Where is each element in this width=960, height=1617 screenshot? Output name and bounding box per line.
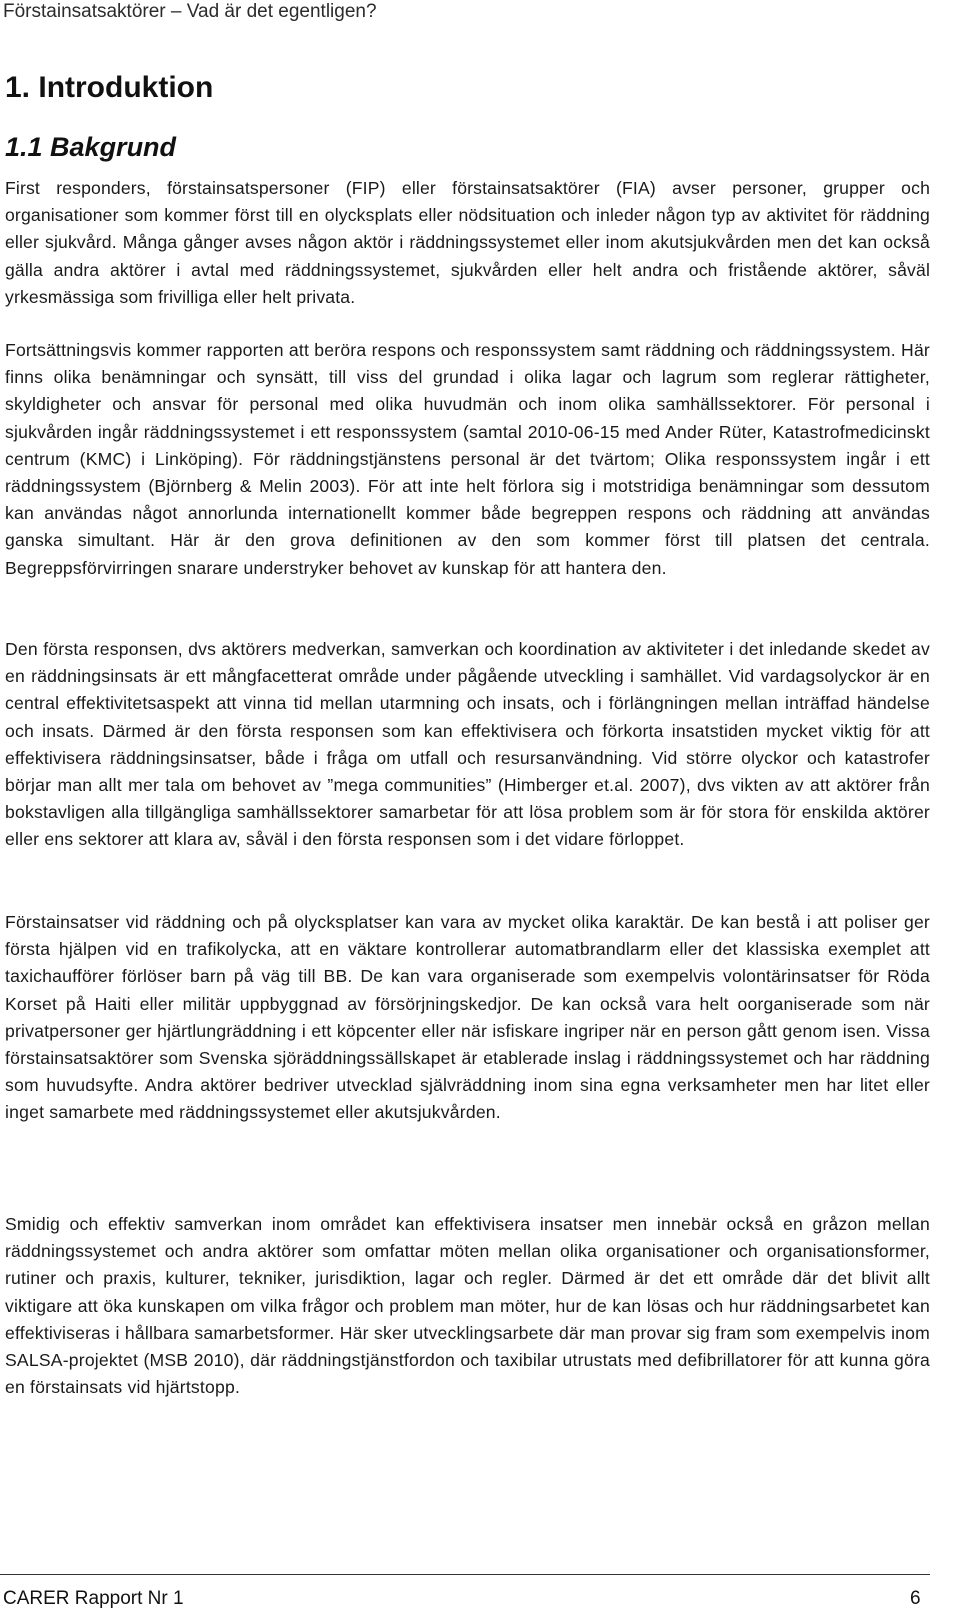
paragraph: First responders, förstainsatspersoner (FIP) eller förstainsatsaktörer (FIA) avser personer, grupper och organisationer som kommer först till en olycksplats eller nödsituation och inleder någon typ av aktivitet för räddning eller sjukvård. Många gånger avses någon aktör i räddningssystemet eller inom akutsjukvården men det kan också gälla andra aktörer i avtal med räddningssystemet, sjukvården eller helt andra och fristående aktörer, såväl yrkesmässiga som frivilliga eller helt privata. xyxy=(5,178,930,307)
paragraph: Fortsättningsvis kommer rapporten att beröra respons och responssystem samt räddning och räddningssystem. Här finns olika benämningar och synsätt, till viss del grundad i olika lagar och lagrum som reglerar rättigheter, skyldigheter och ansvar för personal med olika huvudmän och inom olika samhällssektorer. För personal i sjukvården ingår räddningssystemet i ett responssystem (samtal 2010-06-15 med Ander Rüter, Katastrofmedicinskt centrum (KMC) i Linköping). För räddningstjänstens personal är det tvärtom; Olika responssystem ingår i ett räddningssystem (Björnberg & Melin 2003). För att inte helt förlora sig i motstridiga benämningar som dessutom kan användas något annorlunda internationellt kommer både begreppen respons och räddning att användas ganska simultant. Här är den grova definitionen av den som kommer först till platsen det centrala. Begreppsförvirringen snarare understryker behovet av kunskap för att hantera den. xyxy=(5,340,930,578)
section-heading: 1. Introduktion xyxy=(5,71,214,104)
paragraph: Den första responsen, dvs aktörers medverkan, samverkan och koordination av aktiviteter i det inledande skedet av en räddningsinsats är ett mångfacetterat område under pågående utveckling i samhället. Vid vardagsolyckor är en central effektivitetsaspekt att vinna tid mellan utarmning och insats, och i förlängningen mellan inträffad händelse och insats. Därmed är den första responsen som kan effektivisera och förkorta insatstiden mycket viktig för att effektivisera räddningsinsatser, både i fråga om utfall och resursanvändning. Vid större olyckor och katastrofer börjar man allt mer tala om behovet av ”mega communities” (Himberger et.al. 2007), dvs vikten av att aktörer från bokstavligen alla tillgängliga samhällssektorer samarbetar för att lösa problem som är för stora för enskilda aktörer eller ens sektorer att klara av, såväl i den första responsen som i det vidare förloppet. xyxy=(5,639,930,850)
footer-rule xyxy=(0,1574,930,1575)
footer-page-number: 6 xyxy=(910,1588,921,1609)
subsection-heading: 1.1 Bakgrund xyxy=(5,132,177,162)
paragraph: Smidig och effektiv samverkan inom området kan effektivisera insatser men innebär också en gråzon mellan räddningssystemet och andra aktörer som omfattar möten mellan olika organisationer och organisationsformer, rutiner och praxis, kulturer, tekniker, jurisdiktion, lagar och regler. Därmed är det ett område där det blivit allt viktigare att öka kunskapen om vilka frågor och problem man möter, hur de kan lösas och hur räddningsarbetet kan effektiviseras i hållbara samarbetsformer. Här sker utvecklingsarbete där man provar sig fram som exempelvis inom SALSA-projektet (MSB 2010), där räddningstjänstfordon och taxibilar utrustats med defibrillatorer för att kunna göra en förstainsats vid hjärtstopp. xyxy=(5,1214,930,1398)
paragraph: Förstainsatser vid räddning och på olycksplatser kan vara av mycket olika karaktär. De kan bestå i att poliser ger första hjälpen vid en trafikolycka, att en väktare kontrollerar automatbrandlarm eller det klassiska exemplet att taxichaufförer förlöser barn på väg till BB. De kan vara organiserade som exempelvis volontärinsatser för Röda Korset på Haiti eller militär uppbyggnad av försörjningskedjor. De kan också vara helt oorganiserade som när privatpersoner ger hjärtlungräddning i ett köpcenter eller när isfiskare ingriper när en person gått genom isen. Vissa förstainsatsaktörer som Svenska sjöräddningssällskapet är etablerade inslag i räddningssystemet och har räddning som huvudsyfte. Andra aktörer bedriver utvecklad självräddning inom sina egna verksamheter men har litet eller inget samarbete med räddningssystemet eller akutsjukvården. xyxy=(5,912,930,1123)
footer-report-name: CARER Rapport Nr 1 xyxy=(3,1588,184,1609)
running-header: Förstainsatsaktörer – Vad är det egentligen? xyxy=(3,1,377,22)
